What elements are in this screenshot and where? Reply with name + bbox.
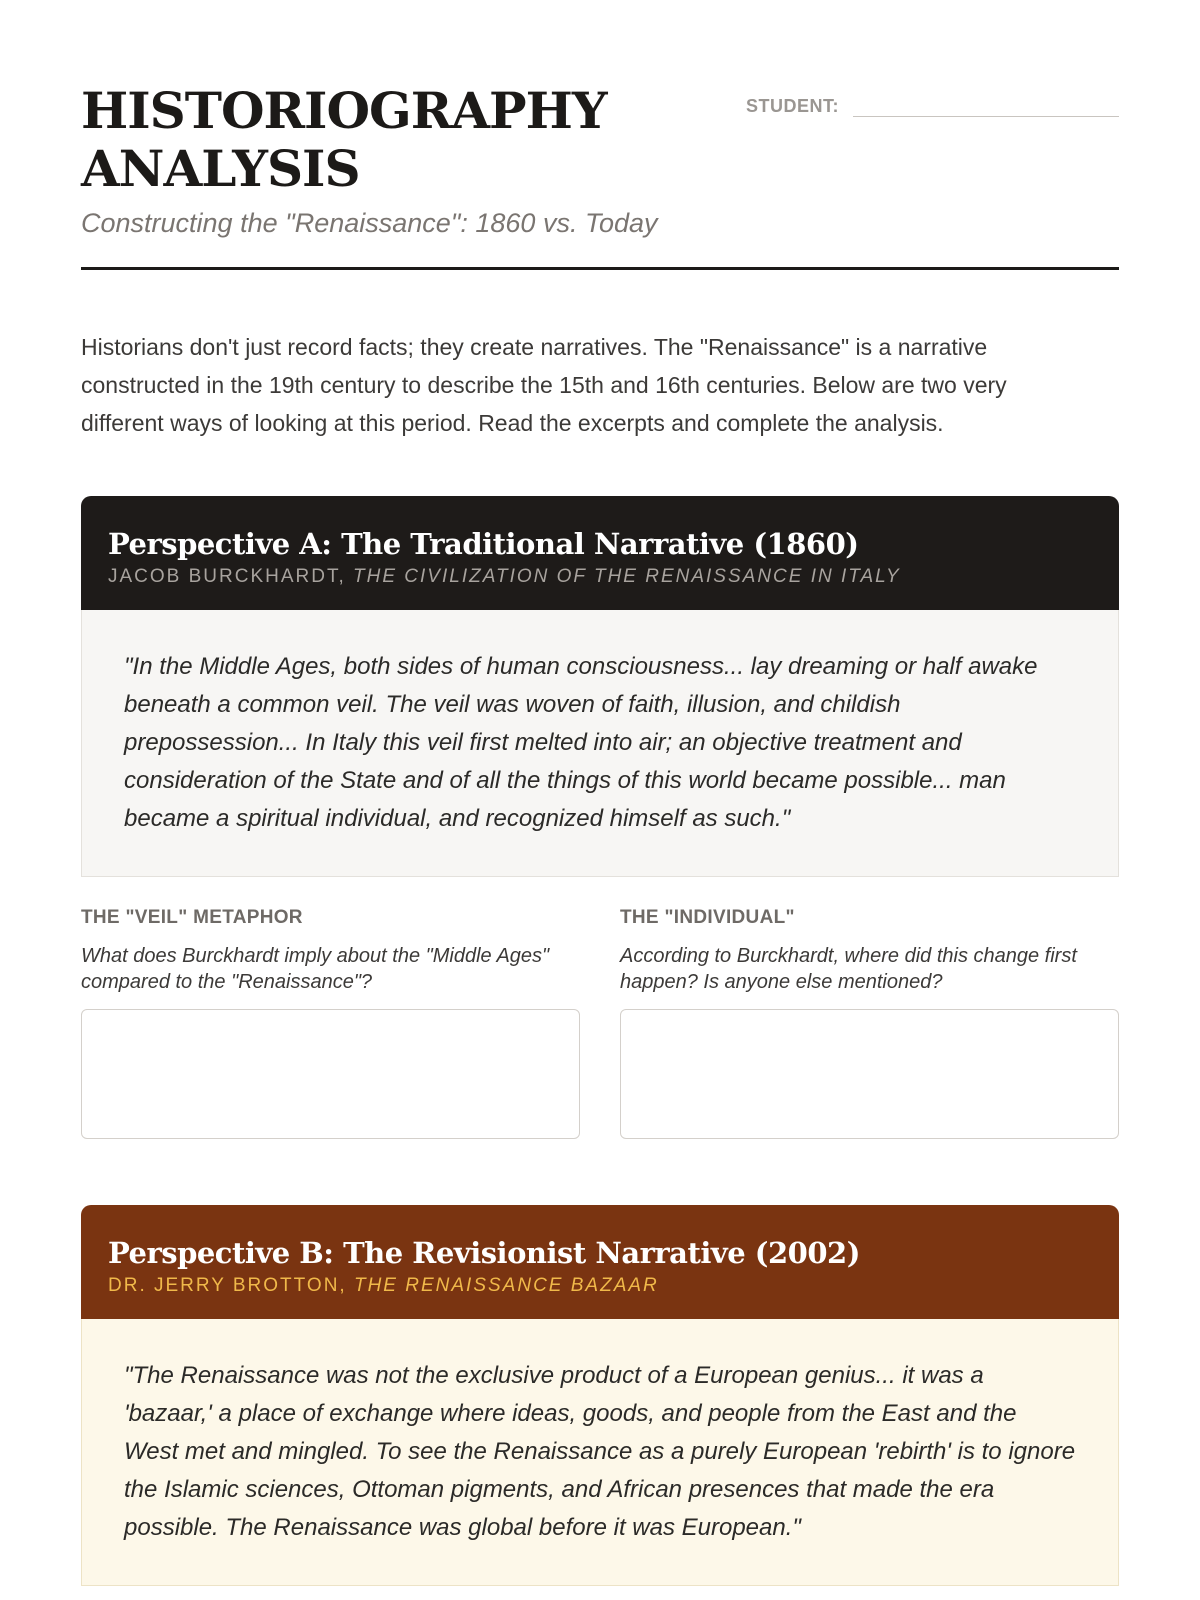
- perspective-a-header: [81, 496, 1119, 610]
- perspective-b-card: [81, 1205, 1119, 1586]
- question-veil-prompt: What does Burckhardt imply about the "Middle Ages" compared to the "Renaissance"?: [81, 945, 550, 993]
- perspective-a-questions: [81, 907, 1119, 1139]
- question-veil: [81, 907, 580, 1139]
- perspective-b-quote: "The Renaissance was not the exclusive product of a European genius... it was a 'bazaar,' a place of exchange where ideas, goods, and people from the East and the West met and mingled. To see the Renaissance as a purely European 'rebirth' is to ignore the Islamic sciences, Ottoman pigments, and African presences that made the era possible. The Renaissance was global before it was European.": [81, 1319, 1119, 1586]
- question-veil-label: THE "VEIL" METAPHOR: [81, 907, 303, 928]
- student-name-input[interactable]: [853, 88, 1119, 117]
- perspective-b-author: DR. JERRY BROTTON,: [108, 1275, 354, 1296]
- intro-paragraph: Historians don't just record facts; they create narratives. The "Renaissance" is a narrative constructed in the 19th century to describe the 15th and 16th centuries. Below are two very different ways of looking at this period. Read the excerpts and complete the analysis.: [81, 334, 1007, 436]
- perspective-a-title: Perspective A: The Traditional Narrative (1860): [108, 527, 859, 561]
- perspective-a-quote: "In the Middle Ages, both sides of human consciousness... lay dreaming or half awake beneath a common veil. The veil was woven of faith, illusion, and childish prepossession... In Italy this veil first melted into air; an objective treatment and consideration of the State and of all the things of this world became possible... man became a spiritual individual, and recognized himself as such.": [81, 610, 1119, 877]
- perspective-b-title: Perspective B: The Revisionist Narrative (2002): [108, 1236, 860, 1270]
- perspective-a-work: THE CIVILIZATION OF THE RENAISSANCE IN ITALY: [353, 566, 901, 587]
- perspective-b-source: [108, 1275, 1092, 1297]
- page-subtitle: Constructing the "Renaissance": 1860 vs. Today: [81, 208, 658, 238]
- question-individual-label: THE "INDIVIDUAL": [620, 907, 795, 928]
- perspective-a-author: JACOB BURCKHARDT,: [108, 566, 354, 587]
- perspective-b-work: THE RENAISSANCE BAZAAR: [353, 1275, 659, 1296]
- answer-veil-box[interactable]: [81, 1009, 580, 1139]
- worksheet-header: [81, 82, 1119, 270]
- student-name-field: [746, 88, 1119, 117]
- question-individual: [620, 907, 1119, 1139]
- perspective-a-card: [81, 496, 1119, 877]
- student-label: STUDENT:: [746, 96, 839, 116]
- page-title: HISTORIOGRAPHY ANALYSIS: [81, 81, 607, 198]
- question-individual-prompt: According to Burckhardt, where did this change first happen? Is anyone else mentioned?: [620, 945, 1077, 993]
- perspective-a-source: [108, 566, 1092, 588]
- answer-individual-box[interactable]: [620, 1009, 1119, 1139]
- perspective-b-header: [81, 1205, 1119, 1319]
